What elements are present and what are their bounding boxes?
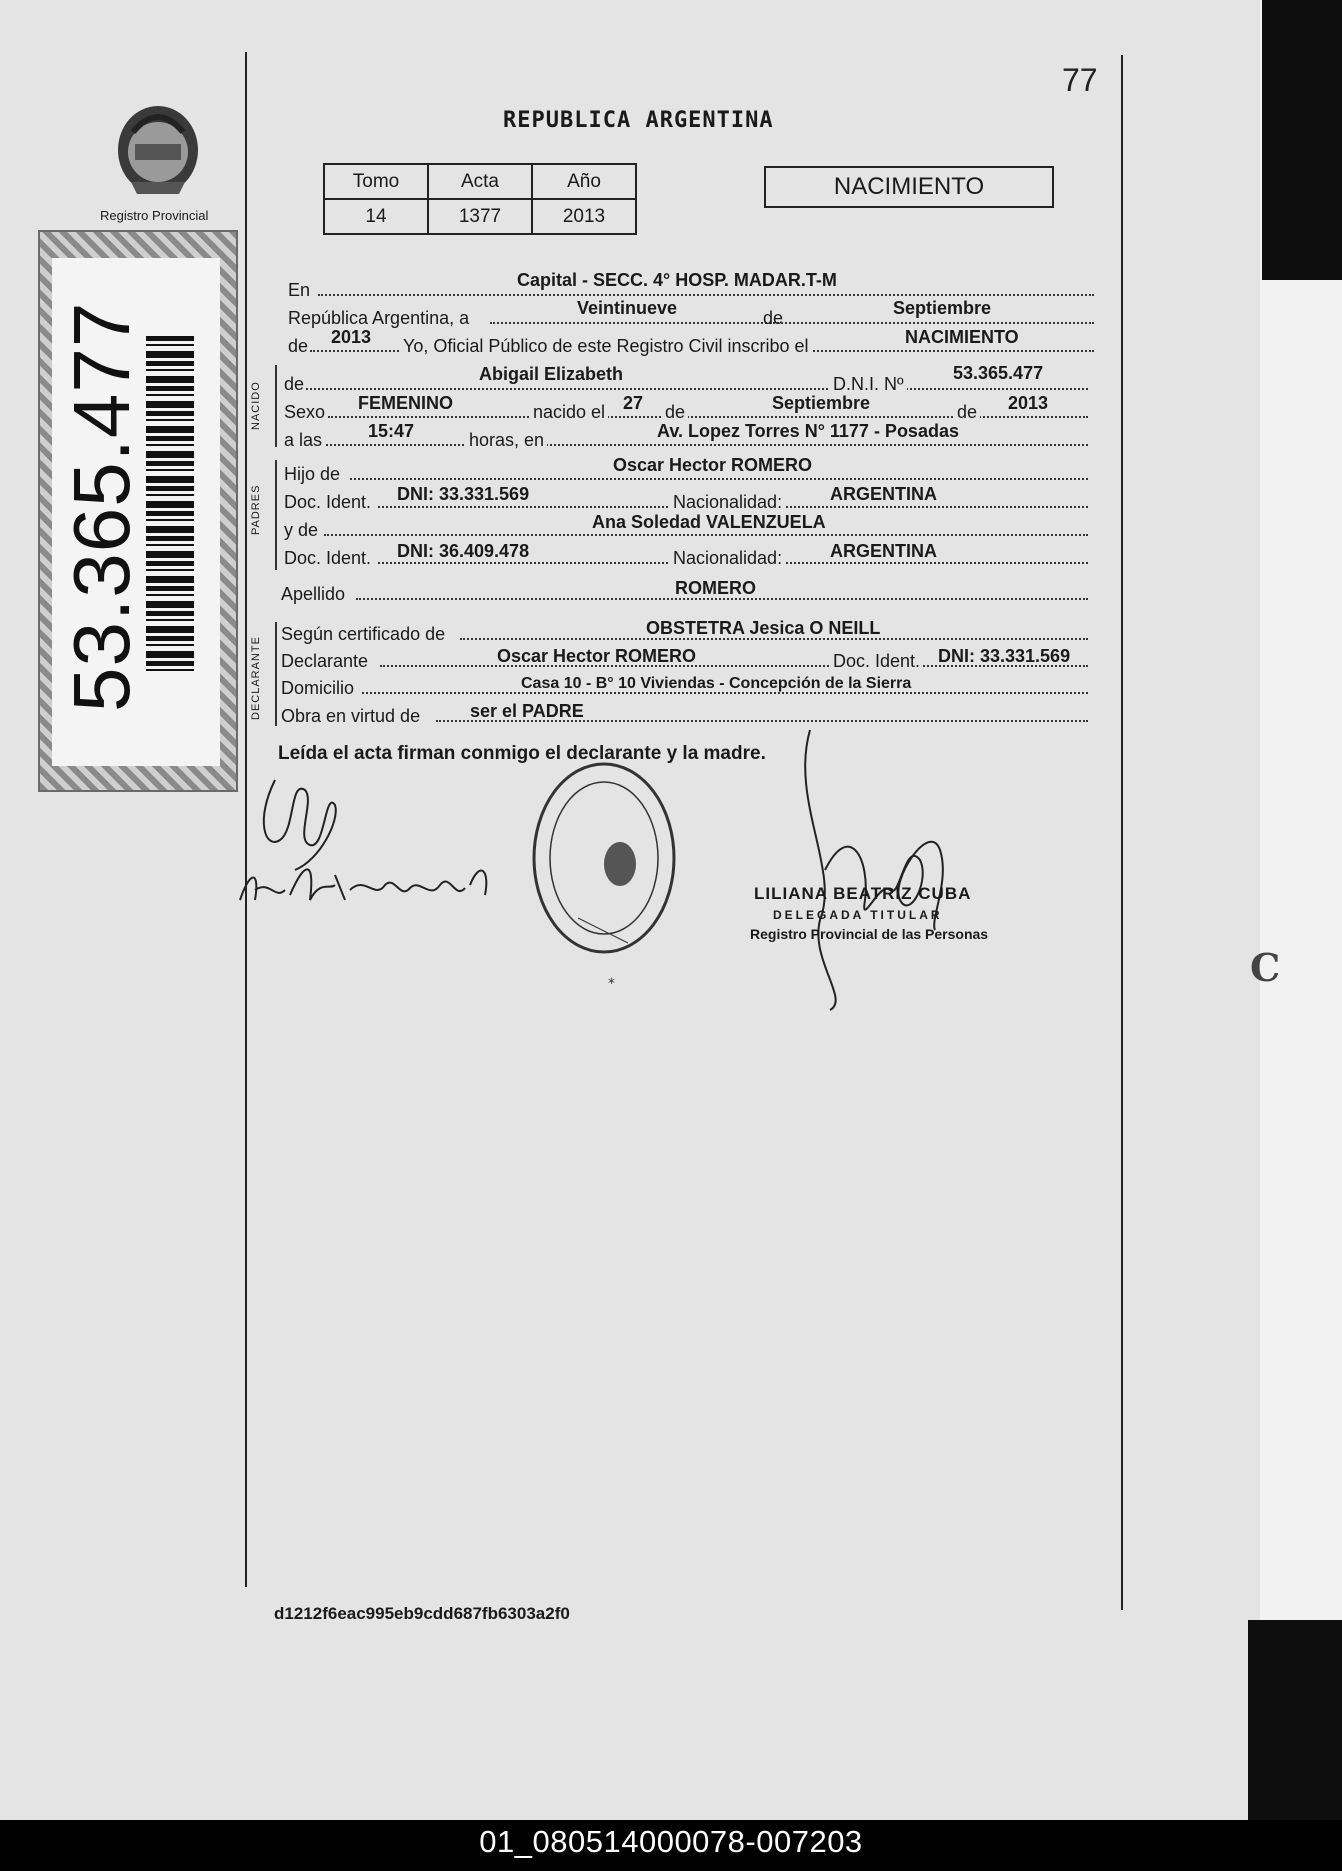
logo-caption: Registro Provincial [100, 208, 209, 223]
page-number: 77 [1062, 62, 1098, 98]
label-obra: Obra en virtud de [281, 706, 421, 726]
value-obra: ser el PADRE [470, 701, 584, 721]
label-doc-ident: Doc. Ident. [284, 492, 372, 512]
tomo-acta-anio-table [323, 163, 637, 235]
value-nombre: Abigail Elizabeth [479, 364, 624, 384]
right-frame-line [1121, 55, 1123, 1610]
label-horas-en: horas, en [466, 430, 547, 451]
label-de: de [288, 336, 309, 356]
section-declarante-label: DECLARANTE [250, 636, 262, 720]
value-dia: Veintinueve [577, 298, 678, 318]
handwritten-signature-mother [235, 760, 525, 920]
value-hora: 15:47 [368, 421, 415, 441]
dotted-line [324, 534, 1088, 536]
handwritten-signature-official [780, 720, 1000, 1020]
document-hash: d1212f6eac995eb9cdd687fb6303a2f0 [274, 1604, 570, 1623]
label-nacionalidad: Nacionalidad: [670, 548, 785, 569]
label-republica: República Argentina, a [288, 308, 470, 328]
svg-text:*: * [608, 976, 615, 992]
value-madre: Ana Soledad VALENZUELA [592, 512, 826, 532]
label-nacionalidad: Nacionalidad: [670, 492, 785, 513]
value-madre-doc: DNI: 36.409.478 [397, 541, 530, 561]
value-anio: 2013 [331, 327, 372, 347]
value-en: Capital - SECC. 4° HOSP. MADAR.T-M [517, 270, 837, 290]
label-en: En [288, 280, 311, 300]
value-acta-tipo: NACIMIENTO [905, 327, 1019, 347]
label-declarante: Declarante [281, 651, 369, 671]
label-sexo: Sexo [284, 402, 326, 422]
label-y-de: y de [284, 520, 319, 540]
value-padre-nacionalidad: ARGENTINA [830, 484, 937, 504]
table-header-tomo: Tomo [324, 164, 428, 199]
value-sexo: FEMENINO [358, 393, 454, 413]
dotted-line [490, 322, 1094, 324]
value-padre: Oscar Hector ROMERO [613, 455, 813, 475]
value-padre-doc: DNI: 33.331.569 [397, 484, 530, 504]
value-dni: 53.365.477 [953, 363, 1044, 383]
closing-statement: Leída el acta firman conmigo el declarante y la madre. [278, 743, 766, 764]
dotted-line [318, 294, 1094, 296]
value-domicilio: Casa 10 - B° 10 Viviendas - Concepción de la Sierra [521, 675, 912, 692]
value-nac-dia: 27 [623, 393, 644, 413]
value-declarante-doc: DNI: 33.331.569 [938, 646, 1071, 666]
label-dni: D.N.I. Nº [830, 374, 907, 395]
label-declarante-doc: Doc. Ident. [830, 651, 923, 672]
section-padres-label: PADRES [250, 484, 262, 535]
table-value-anio: 2013 [532, 199, 636, 234]
dotted-line [350, 478, 1088, 480]
value-nac-anio: 2013 [1008, 393, 1049, 413]
value-apellido: ROMERO [675, 578, 756, 598]
barcode [146, 336, 194, 676]
oficial-text: Yo, Oficial Público de este Registro Civil inscribo el [400, 336, 812, 357]
value-mes: Septiembre [893, 298, 992, 318]
official-name: LILIANA BEATRIZ CUBA [754, 884, 972, 903]
label-hijo-de: Hijo de [284, 464, 341, 484]
label-de: de [662, 402, 688, 423]
value-declarante: Oscar Hector ROMERO [497, 646, 697, 666]
section-divider [275, 460, 277, 570]
record-type-box: NACIMIENTO [764, 166, 1054, 208]
official-organization: Registro Provincial de las Personas [750, 926, 989, 942]
label-domicilio: Domicilio [281, 678, 355, 698]
edge-letter: C [1250, 945, 1281, 990]
section-divider [275, 365, 277, 447]
label-apellido: Apellido [281, 584, 346, 604]
value-madre-nacionalidad: ARGENTINA [830, 541, 937, 561]
label-a-las: a las [284, 430, 323, 450]
vertical-dni-number: 53.365.477 [57, 301, 146, 712]
table-value-acta: 1377 [428, 199, 532, 234]
label-nacido-el: nacido el [530, 402, 608, 423]
dotted-line [306, 388, 1088, 390]
province-coat-of-arms-logo [103, 92, 213, 202]
label-certificado: Según certificado de [281, 624, 446, 644]
label-de: de [954, 402, 980, 423]
label-doc-ident: Doc. Ident. [284, 548, 372, 568]
file-code: 01_080514000078-007203 [479, 1824, 863, 1859]
official-title: DELEGADA TITULAR [773, 908, 943, 922]
value-certificado: OBSTETRA Jesica O NEILL [646, 618, 881, 638]
section-divider [275, 622, 277, 726]
value-lugar: Av. Lopez Torres N° 1177 - Posadas [657, 421, 959, 441]
label-de: de [763, 308, 784, 328]
official-registry-seal [528, 758, 680, 996]
table-value-tomo: 14 [324, 199, 428, 234]
table-header-acta: Acta [428, 164, 532, 199]
scanner-border-top [1262, 0, 1342, 280]
section-nacido-label: NACIDO [250, 381, 262, 430]
label-de: de [284, 374, 305, 394]
value-nac-mes: Septiembre [772, 393, 871, 413]
dotted-line [326, 444, 1088, 446]
table-header-anio: Año [532, 164, 636, 199]
scanner-border-bottom [1248, 1620, 1342, 1820]
document-title: REPUBLICA ARGENTINA [503, 108, 774, 133]
